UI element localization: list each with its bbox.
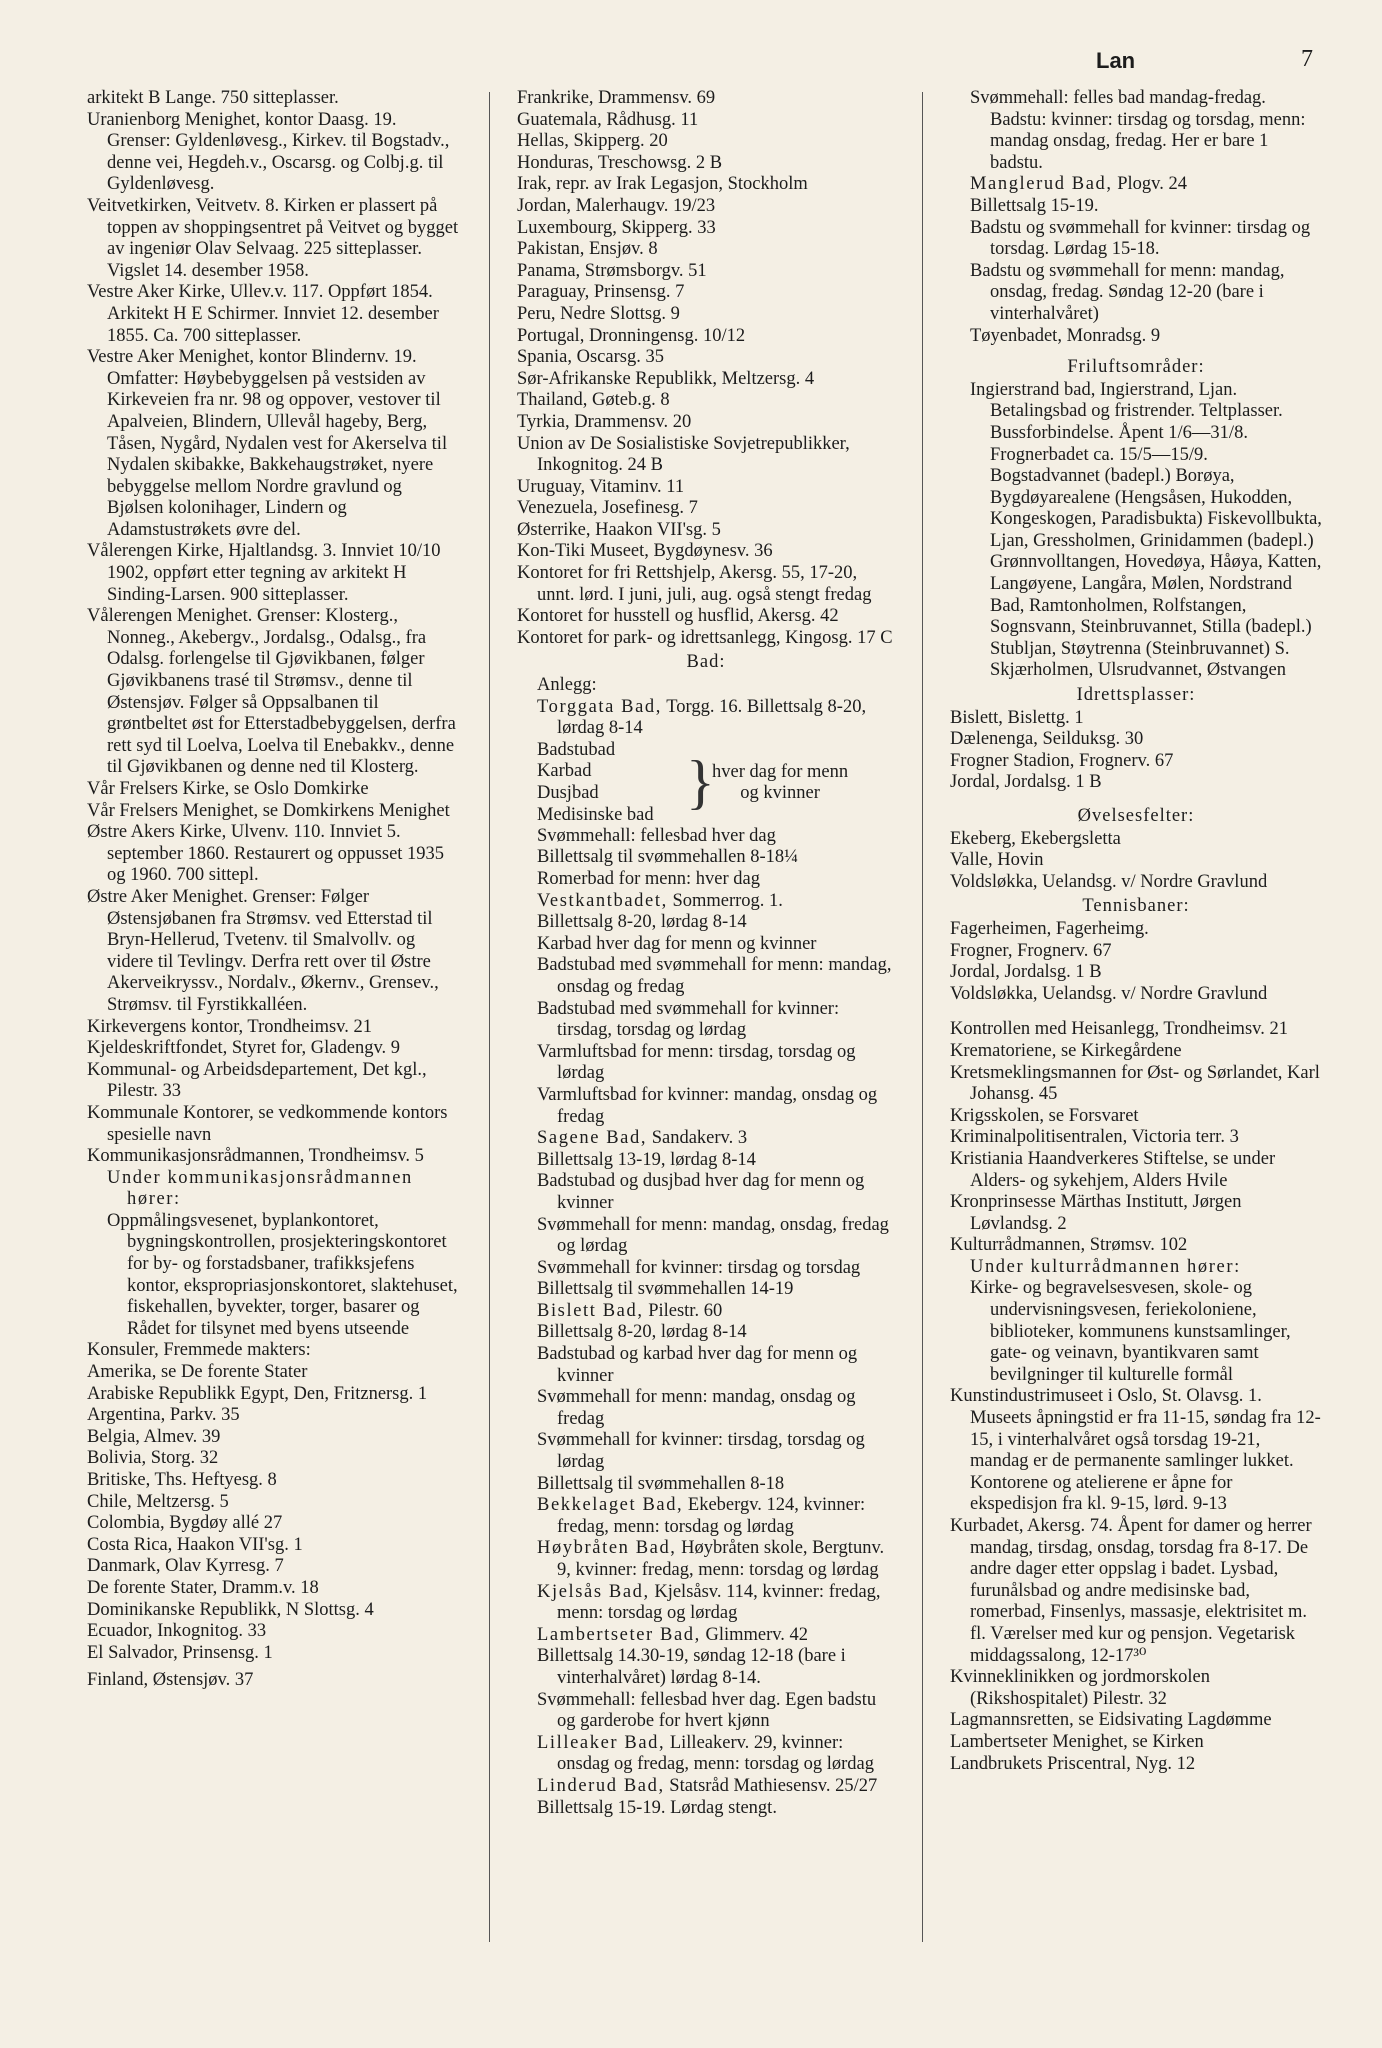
bath-detail: Lilleakerv. 29, kvinner: onsdag og fredag, menn: torsdag og lørdag xyxy=(557,1732,874,1775)
entry: Badstubad med svømmehall for menn: mandag, onsdag og fredag xyxy=(537,955,892,997)
entry: Bolivia, Storg. 32 xyxy=(87,1448,219,1469)
sub-heading: Under kulturrådmannen hører: xyxy=(970,1256,1241,1277)
entry: Østerrike, Haakon VII'sg. 5 xyxy=(517,519,721,540)
entry: De forente Stater, Dramm.v. 18 xyxy=(87,1577,319,1598)
entry: Kirkevergens kontor, Trondheimsv. 21 xyxy=(87,1016,372,1037)
entry: Svømmehall for kvinner: tirsdag og torsdag xyxy=(537,1257,861,1278)
entry: Billettsalg 15-19. Lørdag stengt. xyxy=(537,1797,777,1818)
entry: Karbad hver dag for menn og kvinner xyxy=(537,933,817,954)
entry: Irak, repr. av Irak Legasjon, Stockholm xyxy=(517,174,808,195)
entry: Voldsløkka, Uelandsg. v/ Nordre Gravlund xyxy=(950,983,1268,1004)
bath-type: Karbad xyxy=(537,761,592,782)
entry: Guatemala, Rådhusg. 11 xyxy=(517,109,699,130)
column-rule xyxy=(922,92,923,1942)
entry: Badstu og svømmehall for menn: mandag, onsdag, fredag. Søndag 12-20 (bare i vinterhalvåret) xyxy=(970,260,1285,324)
entry: Luxembourg, Skipperg. 33 xyxy=(517,217,716,238)
entry: Kronprinsesse Märthas Institutt, Jørgen Løvlandsg. 2 xyxy=(950,1192,1242,1234)
entry: Vår Frelsers Menighet, se Domkirkens Menighet xyxy=(87,800,450,821)
sub-heading: Anlegg: xyxy=(537,675,597,696)
entry: Uranienborg Menighet, kontor Daasg. 19. Grenser: Gyldenløvesg., Kirkev. til Bogstadv., denne vei, Hegdeh.v., Oscarsg. og Colbj.g. til Gyldenløvesg. xyxy=(87,109,450,195)
section-heading-idrett: Idrettsplasser: xyxy=(1076,685,1196,706)
bath-name: Sagene Bad, xyxy=(537,1128,648,1149)
entry: Belgia, Almev. 39 xyxy=(87,1426,221,1447)
entry: Chile, Meltzersg. 5 xyxy=(87,1491,229,1512)
column-1 xyxy=(87,88,462,1692)
entry: Union av De Sosialistiske Sovjetrepublikker, Inkognitog. 24 B xyxy=(517,433,850,476)
entry: Kjeldeskriftfondet, Styret for, Gladengv. 9 xyxy=(87,1038,400,1059)
entry: Badstu og svømmehall for kvinner: tirsdag og torsdag. Lørdag 15-18. xyxy=(970,217,1311,260)
entry: Ecuador, Inkognitog. 33 xyxy=(87,1621,267,1642)
entry: Fagerheimen, Fagerheimg. xyxy=(950,918,1149,939)
entry: Valle, Hovin xyxy=(950,850,1044,871)
bath-type: Dusjbad xyxy=(537,783,599,803)
bath-name: Torggata Bad, xyxy=(537,696,662,717)
entry: Svømmehall for menn: mandag, onsdag og fredag xyxy=(537,1387,856,1429)
entry: Billettsalg til svømmehallen 8-18¼ xyxy=(537,847,799,868)
entry: Argentina, Parkv. 35 xyxy=(87,1405,240,1426)
running-head: Lan xyxy=(1096,48,1136,73)
entry: Billettsalg 15-19. xyxy=(970,195,1099,216)
column-rule xyxy=(489,92,490,1942)
entry: Kontoret for husstell og husflid, Akersg. 42 xyxy=(517,606,839,627)
section-heading-ovelse: Øvelsesfelter: xyxy=(1077,806,1195,826)
entry: Portugal, Dronningensg. 10/12 xyxy=(517,325,746,346)
bath-name: Lambertseter Bad, xyxy=(537,1624,701,1645)
entry: Dominikanske Republikk, N Slottsg. 4 xyxy=(87,1599,374,1620)
entry: Veitvetkirken, Veitvetv. 8. Kirken er plassert på toppen av shoppingsentret på Veitvet og bygget av ingeniør Olav Selvaag. 225 sitteplasser. Vigslet 14. desember 1958. xyxy=(87,195,459,281)
entry: Honduras, Treschowsg. 2 B xyxy=(517,152,723,173)
entry: Svømmehall: felles bad mandag-fredag. Badstu: kvinner: tirsdag og torsdag, menn: mandag onsdag, fredag. Her er bare 1 badstu. xyxy=(970,88,1306,173)
spacer xyxy=(950,1005,1322,1019)
sub-entry: Kirke- og begravelsesvesen, skole- og undervisningsvesen, feriekoloniene, biblioteker, kommunens kunstsamlinger, gate- og veinavn, byantikvaren samt bevilgninger til kulturelle formål xyxy=(970,1278,1291,1385)
entry: Badstubad med svømmehall for kvinner: tirsdag, torsdag og lørdag xyxy=(537,998,840,1041)
entry: Ingierstrand bad, Ingierstrand, Ljan. Betalingsbad og fristrender. Teltplasser. Bussforbindelse. Åpent 1/6—31/8. Frognerbadet ca. 15/5—15/9. Bogstadvannet (badepl.) Borøya, Bygdøyarealene (Hengsåsen, Hukodden, Kongeskogen, Paradisbukta) Fiskevollbukta, Ljan, Gressholmen, Grinidammen (badepl.) Grønnvolltangen, Hovedøya, Håøya, Katten, Langøyene, Langåra, Mølen, Nordstrand Bad, Ramtonholmen, Rolfstangen, Sognsvann, Steinbruvannet, Stilla (badepl.) Stubljan, Støytrenna (Steinbruvannet) S. Skjærholmen, Ulsrudvannet, Østvangen xyxy=(970,379,1322,681)
entry: Spania, Oscarsg. 35 xyxy=(517,347,664,368)
column-3 xyxy=(950,88,1322,1775)
bath-detail: Pilestr. 60 xyxy=(648,1300,723,1321)
entry: Amerika, se De forente Stater xyxy=(87,1362,308,1383)
entry: Dælenenga, Seilduksg. 30 xyxy=(950,729,1144,750)
entry: Vestre Aker Menighet, kontor Blindernv. 19. Omfatter: Høybebyggelsen på vestsiden av Kirkeveien fra nr. 98 og oppover, vestover til Apalveien, Blindern, Ullevål hageby, Berg, Tåsen, Nygård, Nydalen vest for Akerselva til Nydalen skibakke, Bakkehaugstrøket, nyere bebyggelse mellom Nordre gravlund og Bjølsen kolonihager, Lindern og Adamstustrøkets øvre del. xyxy=(87,347,448,540)
entry: Vålerengen Kirke, Hjaltlandsg. 3. Innviet 10/10 1902, oppført etter tegning av arkitekt H Sinding-Larsen. 900 sitteplasser. xyxy=(87,541,441,605)
sub-heading: Under kommunikasjonsrådmannen hører: xyxy=(107,1167,413,1210)
entry: Kulturrådmannen, Strømsv. 102 xyxy=(950,1235,1188,1256)
entry: Kommunal- og Arbeidsdepartement, Det kgl., Pilestr. 33 xyxy=(87,1059,427,1102)
entry: Britiske, Ths. Heftyesg. 8 xyxy=(87,1470,277,1490)
entry: Ekeberg, Ekebergsletta xyxy=(950,828,1121,849)
entry: Svømmehall: fellesbad hver dag xyxy=(537,825,776,846)
entry: Svømmehall for kvinner: tirsdag, torsdag og lørdag xyxy=(537,1430,865,1473)
section-heading-bad: Bad: xyxy=(686,652,726,673)
entry: Billettsalg til svømmehallen 8-18 xyxy=(537,1473,785,1494)
entry: Svømmehall: fellesbad hver dag. Egen badstu og garderobe for hvert kjønn xyxy=(537,1689,877,1732)
entry: Billettsalg 14.30-19, søndag 12-18 (bare i vinterhalvåret) lørdag 8-14. xyxy=(537,1646,846,1688)
entry: Venezuela, Josefinesg. 7 xyxy=(517,498,698,519)
entry: Sør-Afrikanske Republikk, Meltzersg. 4 xyxy=(517,368,815,389)
page-number: 7 xyxy=(1301,46,1313,72)
entry: Jordal, Jordalsg. 1 B xyxy=(950,962,1102,983)
entry: Landbrukets Priscentral, Nyg. 12 xyxy=(950,1753,1196,1774)
bath-name: Linderud Bad, xyxy=(537,1775,665,1796)
entry: Paraguay, Prinsensg. 7 xyxy=(517,282,685,303)
entry: Danmark, Olav Kyrresg. 7 xyxy=(87,1556,284,1577)
entry: Uruguay, Vitaminv. 11 xyxy=(517,476,685,497)
entry: Kontoret for fri Rettshjelp, Akersg. 55, 17-20, unnt. lørd. I juni, juli, aug. også stengt fredag xyxy=(517,563,872,605)
bath-type: Medisinske bad xyxy=(537,804,654,825)
entry: Kristiania Haandverkeres Stiftelse, se under Alders- og sykehjem, Alders Hvile xyxy=(950,1148,1276,1191)
entry: Peru, Nedre Slottsg. 9 xyxy=(517,303,680,324)
sub-entry: Oppmålingsvesenet, byplankontoret, bygningskontrollen, prosjekteringskontoret for by- og forstadsbaner, trafikksjefens kontor, ekspropriasjonskontoret, slaktehuset, fiskehallen, byvekter, torger, basarer og Rådet for tilsynet med byens utseende xyxy=(107,1210,458,1339)
entry: El Salvador, Prinsensg. 1 xyxy=(87,1642,273,1663)
entry: Badstubad og karbad hver dag for menn og kvinner xyxy=(537,1344,858,1386)
bath-name: Bislett Bad, xyxy=(537,1300,644,1321)
entry: Østre Aker Menighet. Grenser: Følger Østensjøbanen fra Strømsv. ved Etterstad til Bryn-Hellerud, Tvetenv. til Smalvollv. og videre til Tevlingv. Derfra rett over til Østre Akerveikryssv., Nordalv., Økernv., Grensev., Strømsv. til Fyrstikkalléen. xyxy=(87,886,439,1015)
bath-name: Høybråten Bad, xyxy=(537,1538,677,1559)
entry: Kon-Tiki Museet, Bygdøynesv. 36 xyxy=(517,541,773,562)
section-heading-friluft: Friluftsområder: xyxy=(1067,357,1205,378)
brace-group xyxy=(517,740,895,826)
entry: Kvinneklinikken og jordmorskolen (Rikshospitalet) Pilestr. 32 xyxy=(950,1667,1210,1709)
bath-name: Tøyenbadet, xyxy=(970,325,1062,346)
entry: Konsuler, Fremmede makters: xyxy=(87,1340,311,1361)
entry: Jordal, Jordalsg. 1 B xyxy=(950,772,1102,793)
entry: Panama, Strømsborgv. 51 xyxy=(517,260,707,281)
bath-detail: Monradsg. 9 xyxy=(1066,325,1161,346)
entry: Krigsskolen, se Forsvaret xyxy=(950,1105,1139,1126)
entry: Kontrollen med Heisanlegg, Trondheimsv. 21 xyxy=(950,1019,1288,1040)
bath-detail: Glimmerv. 42 xyxy=(705,1624,809,1645)
entry: Kretsmeklingsmannen for Øst- og Sørlandet, Karl Johansg. 45 xyxy=(950,1062,1320,1105)
entry: Frankrike, Drammensv. 69 xyxy=(517,88,716,108)
entry: Kriminalpolitisentralen, Victoria terr. 3 xyxy=(950,1127,1239,1148)
entry: Costa Rica, Haakon VII'sg. 1 xyxy=(87,1534,303,1555)
entry: Badstubad og dusjbad hver dag for menn og kvinner xyxy=(537,1171,865,1213)
entry: Østre Akers Kirke, Ulvenv. 110. Innviet 5. september 1860. Restaurert og oppusset 1935 og 1960. 700 sittepl. xyxy=(87,822,445,886)
entry: Bislett, Bislettg. 1 xyxy=(950,707,1084,728)
bath-name: Bekkelaget Bad, xyxy=(537,1495,684,1516)
bath-name: Kjelsås Bad, xyxy=(537,1581,650,1602)
entry: Kommunale Kontorer, se vedkommende kontors spesielle navn xyxy=(87,1102,448,1145)
entry: Vestre Aker Kirke, Ullev.v. 117. Oppført 1854. Arkitekt H E Schirmer. Innviet 12. desember 1855. Ca. 700 sitteplasser. xyxy=(87,282,439,346)
bath-detail: Torgg. 16. Billettsalg 8-20, lørdag 8-14 xyxy=(557,696,867,739)
bath-name: Manglerud Bad, xyxy=(970,174,1113,195)
entry: Kunstindustrimuseet i Oslo, St. Olavsg. 1. Museets åpningstid er fra 11-15, søndag fra 12-15, i vinterhalvåret også torsdag 19-21, mandag er de permanente samlinger lukket. Kontorene og atelierene er åpne for ekspedisjon fra kl. 9-15, lørd. 9-13 xyxy=(950,1386,1321,1515)
entry: Arabiske Republikk Egypt, Den, Fritznersg. 1 xyxy=(87,1383,428,1404)
bath-type: Badstubad xyxy=(537,739,616,760)
entry: Varmluftsbad for menn: tirsdag, torsdag og lørdag xyxy=(537,1041,856,1084)
brace-note: hver dag for menn og kvinner xyxy=(712,761,849,803)
entry: Frogner, Frognerv. 67 xyxy=(950,940,1112,961)
column-2 xyxy=(517,88,895,1819)
entry: Pakistan, Ensjøv. 8 xyxy=(517,239,658,260)
entry: Jordan, Malerhaugv. 19/23 xyxy=(517,195,716,216)
brace-icon: } xyxy=(686,748,715,815)
entry: Lambertseter Menighet, se Kirken xyxy=(950,1731,1204,1752)
entry: Kontoret for park- og idrettsanlegg, Kingosg. 17 C xyxy=(517,627,893,648)
entry: Tyrkia, Drammensv. 20 xyxy=(517,411,692,432)
entry: Svømmehall for menn: mandag, onsdag, fredag og lørdag xyxy=(537,1214,889,1257)
entry: Billettsalg til svømmehallen 14-19 xyxy=(537,1279,794,1300)
entry: Krematoriene, se Kirkegårdene xyxy=(950,1040,1182,1061)
entry: Finland, Østensjøv. 37 xyxy=(87,1670,254,1691)
entry: Hellas, Skipperg. 20 xyxy=(517,131,668,152)
bath-detail: Kjelsåsv. 114, kvinner: fredag, menn: torsdag og lørdag xyxy=(557,1581,881,1624)
entry: Billettsalg 13-19, lørdag 8-14 xyxy=(537,1149,756,1170)
bath-detail: Sandakerv. 3 xyxy=(651,1128,748,1149)
entry: Frogner Stadion, Frognerv. 67 xyxy=(950,750,1174,771)
entry: Kommunikasjonsrådmannen, Trondheimsv. 5 xyxy=(87,1146,424,1167)
bath-name: Vestkantbadet, xyxy=(537,890,668,911)
entry: Vår Frelsers Kirke, se Oslo Domkirke xyxy=(87,779,369,799)
entry: Vålerengen Menighet. Grenser: Klosterg., Nonneg., Akebergv., Jordalsg., Odalsg., fra Odalsg. forlengelse til Gjøvikbanen, følger Gjøvikbanens trasé til Strømsv., denne til Østensjøv. Følger så Oppsalbanen til grøntbeltet øst for Etterstadbebyggelsen, derfra rett syd til Loelva, Loelva til Enebakkv., denne til Gjøvikbanen og denne ned til Klosterg. xyxy=(87,606,456,778)
entry: Kurbadet, Akersg. 74. Åpent for damer og herrer mandag, tirsdag, onsdag, torsdag fra 8-17. De andre dager etter oppslag i badet. Lysbad, furunålsbad og andre medisinske bad, romerbad, Finsenlys, massasje, elektrisitet m. fl. Værelser med kur og pensjon. Vegetarisk middagssalong, 12-17³⁰ xyxy=(950,1516,1312,1666)
entry: Romerbad for menn: hver dag xyxy=(537,869,760,889)
bath-detail: Ekebergv. 124, kvinner: fredag, menn: torsdag og lørdag xyxy=(557,1495,866,1537)
section-heading-tennis: Tennisbaner: xyxy=(1082,896,1190,917)
bath-name: Lilleaker Bad, xyxy=(537,1732,666,1753)
entry: Lagmannsretten, se Eidsivating Lagdømme xyxy=(950,1710,1272,1731)
entry: Thailand, Gøteb.g. 8 xyxy=(517,390,670,411)
bath-detail: Sommerrog. 1. xyxy=(672,890,783,911)
entry: Varmluftsbad for kvinner: mandag, onsdag og fredag xyxy=(537,1084,878,1127)
entry: arkitekt B Lange. 750 sitteplasser. xyxy=(87,88,339,108)
bath-detail: Statsråd Mathiesensv. 25/27 xyxy=(669,1775,878,1796)
entry: Billettsalg 8-20, lørdag 8-14 xyxy=(537,1322,747,1343)
entry: Colombia, Bygdøy allé 27 xyxy=(87,1513,283,1534)
bath-detail: Plogv. 24 xyxy=(1117,174,1187,195)
entry: Voldsløkka, Uelandsg. v/ Nordre Gravlund xyxy=(950,871,1268,892)
entry: Billettsalg 8-20, lørdag 8-14 xyxy=(537,912,747,933)
bath-detail: Høybråten skole, Bergtunv. 9, kvinner: fredag, menn: torsdag og lørdag xyxy=(557,1538,885,1580)
